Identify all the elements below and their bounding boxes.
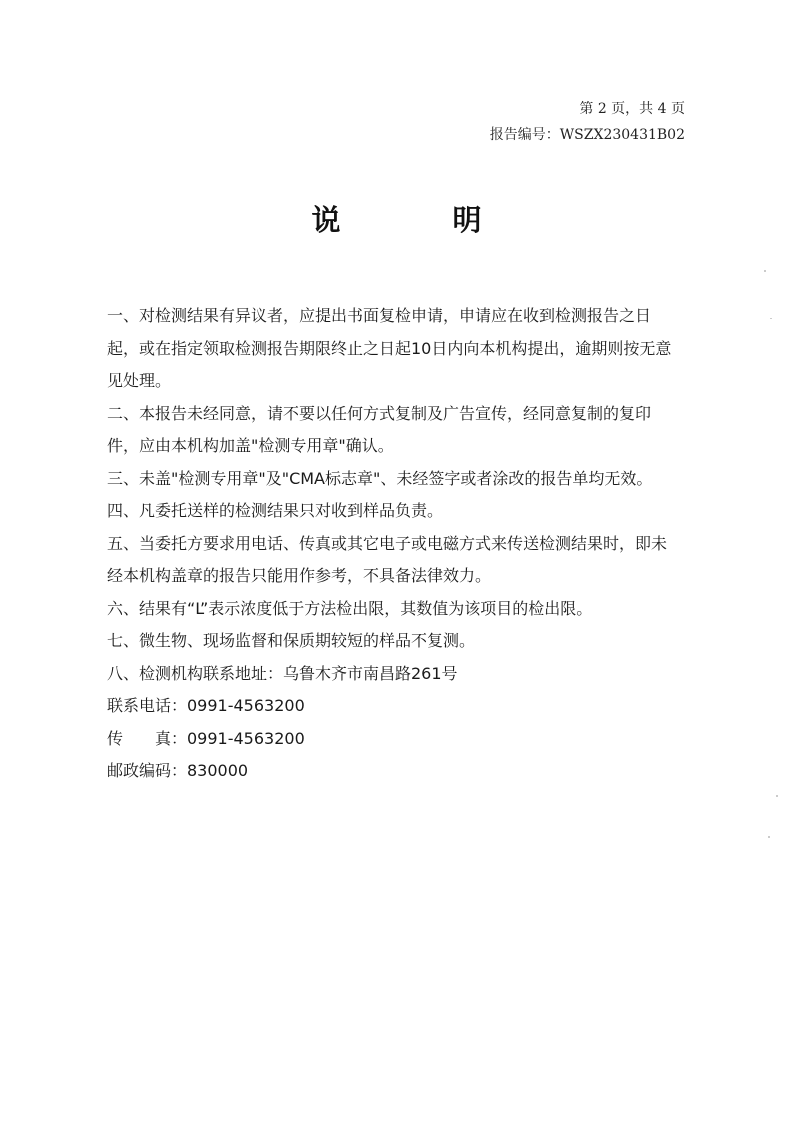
instruction-item-8: 八、检测机构联系地址：乌鲁木齐市南昌路261号 (107, 663, 458, 683)
scan-speck (776, 795, 778, 797)
report-number: 报告编号：WSZX230431B02 (489, 127, 685, 143)
instruction-item-3: 三、未盖"检测专用章"及"CMA标志章"、未经签字或者涂改的报告单均无效。 (107, 468, 653, 488)
title-char-1: 说 (311, 203, 341, 237)
scan-speck (770, 318, 772, 319)
contact-phone: 联系电话：0991-4563200 (107, 696, 305, 715)
contact-postcode: 邮政编码：830000 (107, 761, 249, 780)
instruction-item-7: 七、微生物、现场监督和保质期较短的样品不复测。 (107, 631, 476, 650)
scan-speck (764, 270, 766, 272)
instruction-item-1: 一、对检测结果有异议者，应提出书面复检申请，申请应在收到检测报告之日起，或在指定领取检测报告期限终止之日起10日内向本机构提出，逾期则按无意见处理。 (107, 306, 672, 390)
instruction-item-2: 二、本报告未经同意，请不要以任何方式复制及广告宣传，经同意复制的复印件，应由本机构加盖"检测专用章"确认。 (107, 403, 652, 455)
title-char-2: 明 (452, 203, 482, 237)
instruction-item-5: 五、当委托方要求用电话、传真或其它电子或电磁方式来传送检测结果时，即未经本机构盖章的报告只能用作参考，不具备法律效力。 (107, 533, 668, 585)
scan-speck (768, 836, 770, 838)
instructions-body (107, 300, 682, 788)
page-title (0, 198, 793, 239)
instruction-item-6: 六、结果有“L”表示浓度低于方法检出限，其数值为该项目的检出限。 (107, 598, 593, 618)
contact-fax: 传 真：0991-4563200 (107, 728, 305, 748)
page-number: 第 2 页，共 4 页 (579, 101, 685, 117)
page-header (490, 96, 685, 148)
instruction-item-4: 四、凡委托送样的检测结果只对收到样品负责。 (107, 501, 444, 520)
